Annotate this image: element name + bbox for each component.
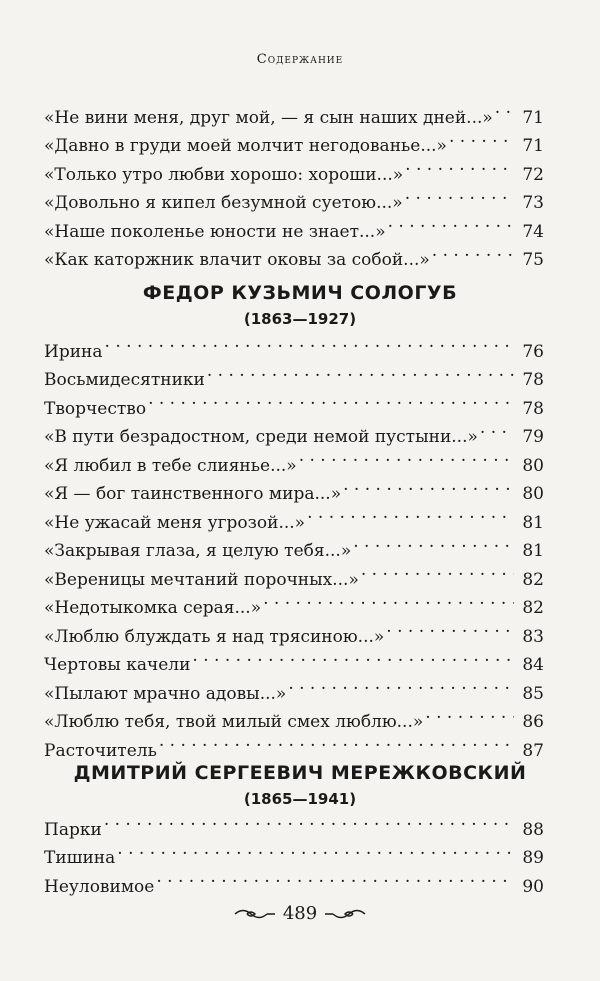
author-heading-sologub [0, 282, 600, 328]
toc-entry-title: «Наше поколенье юности не знает...» [44, 221, 386, 242]
toc-entry-title: Тишина [44, 848, 116, 868]
dot-leader [449, 123, 514, 152]
author-heading-merezhkovsky [0, 762, 600, 808]
toc-entry-page: 72 [522, 164, 544, 185]
page-folio [0, 903, 600, 924]
dot-leader [480, 414, 514, 443]
toc-entry-title: Неуловимое [44, 876, 155, 897]
dot-leader [386, 613, 514, 642]
dot-leader [343, 471, 514, 500]
toc-entry-title: «Только утро любви хорошо: хороши...» [44, 164, 404, 185]
toc-entry-page: 79 [522, 427, 544, 447]
toc-entry [44, 806, 544, 840]
scroll-ornament-icon [233, 906, 277, 922]
toc-entry-page: 80 [522, 455, 544, 476]
dot-leader [104, 806, 514, 835]
dot-leader [425, 699, 514, 728]
toc-entry-page: 71 [522, 136, 544, 156]
toc-entry-page: 81 [522, 512, 544, 533]
toc-entry-page: 78 [522, 370, 544, 390]
toc-entry-page: 83 [522, 626, 544, 647]
dot-leader [353, 528, 514, 557]
running-head: Содержание [256, 52, 344, 67]
toc-entry [44, 94, 544, 128]
toc-entry-title: «В пути безрадостном, среди немой пустыни...» [44, 427, 478, 447]
toc-entry [44, 863, 544, 897]
dot-leader [159, 727, 514, 756]
toc-entry-title: «Пылают мрачно адовы...» [44, 683, 287, 704]
toc-entry-page: 81 [522, 541, 544, 561]
toc-entry [44, 357, 544, 390]
toc-block-1 [44, 94, 544, 270]
toc-entry-page: 86 [522, 712, 544, 732]
toc-entry-title: Парки [44, 819, 102, 840]
dot-leader [263, 585, 514, 614]
toc-entry-page: 84 [522, 655, 544, 675]
toc-entry-title: Творчество [44, 398, 147, 419]
toc-entry-title: «Я — бог таинственного мира...» [44, 484, 342, 504]
toc-entry-title: «Люблю блуждать я над трясиною...» [44, 626, 385, 647]
toc-entry-title: «Давно в груди моей молчит негодованье...» [44, 136, 447, 156]
dot-leader [148, 385, 514, 414]
dot-leader [432, 237, 514, 266]
toc-entry-title: «Не вини меня, друг мой, — я сын наших дней...» [44, 107, 493, 128]
dot-leader [361, 556, 514, 585]
dot-leader [299, 442, 514, 471]
dot-leader [307, 499, 514, 528]
dot-leader [405, 180, 514, 209]
toc-entry-page: 71 [522, 107, 544, 128]
toc-entry-page: 80 [522, 484, 544, 504]
toc-entry-page: 88 [522, 819, 544, 840]
dot-leader [288, 670, 514, 699]
author-years: (1863—1927) [243, 310, 357, 328]
toc-entry-page: 74 [522, 221, 544, 242]
toc-entry-title: «Я любил в тебе слиянье...» [44, 455, 297, 476]
toc-entry-title: «Довольно я кипел безумной суетою...» [44, 193, 403, 213]
author-years: (1865—1941) [243, 790, 357, 808]
toc-entry [44, 328, 544, 362]
scroll-ornament-icon [323, 906, 367, 922]
dot-leader [105, 328, 514, 357]
toc-entry-title: Расточитель [44, 740, 157, 761]
toc-entry-title: Чертовы качели [44, 655, 191, 675]
toc-entry-title: Восьмидесятники [44, 370, 205, 390]
toc-entry-page: 90 [522, 876, 544, 897]
dot-leader [207, 357, 514, 386]
dot-leader [156, 863, 514, 892]
dot-leader [192, 642, 514, 671]
toc-entry-page: 76 [522, 341, 544, 362]
dot-leader [388, 208, 514, 237]
toc-entry-title: «Люблю тебя, твой милый смех люблю...» [44, 712, 424, 732]
toc-block-2 [44, 328, 544, 761]
toc-entry-title: «Как каторжник влачит оковы за собой...» [44, 250, 430, 270]
toc-entry-title: Ирина [44, 341, 103, 362]
toc-entry-page: 75 [522, 250, 544, 270]
toc-entry-page: 85 [522, 683, 544, 704]
toc-entry-page: 78 [522, 398, 544, 419]
toc-entry-title: «Не ужасай меня угрозой...» [44, 512, 306, 533]
page-number: 489 [282, 903, 318, 924]
toc-entry-title: «Вереницы мечтаний порочных...» [44, 569, 359, 590]
dot-leader [117, 835, 514, 864]
dot-leader [405, 151, 514, 180]
toc-entry-page: 87 [522, 740, 544, 761]
dot-leader [495, 94, 514, 123]
toc-entry-title: «Закрывая глаза, я целую тебя...» [44, 541, 352, 561]
toc-entry-page: 82 [522, 598, 544, 618]
toc-entry-page: 89 [522, 848, 544, 868]
toc-entry-title: «Недотыкомка серая...» [44, 598, 262, 618]
toc-entry [44, 835, 544, 868]
toc-block-3 [44, 806, 544, 897]
toc-entry-page: 73 [522, 193, 544, 213]
author-name: ФЕДОР КУЗЬМИЧ СОЛОГУБ [142, 282, 458, 304]
toc-entry-page: 82 [522, 569, 544, 590]
author-name: ДМИТРИЙ СЕРГЕЕВИЧ МЕРЕЖКОВСКИЙ [73, 762, 527, 784]
